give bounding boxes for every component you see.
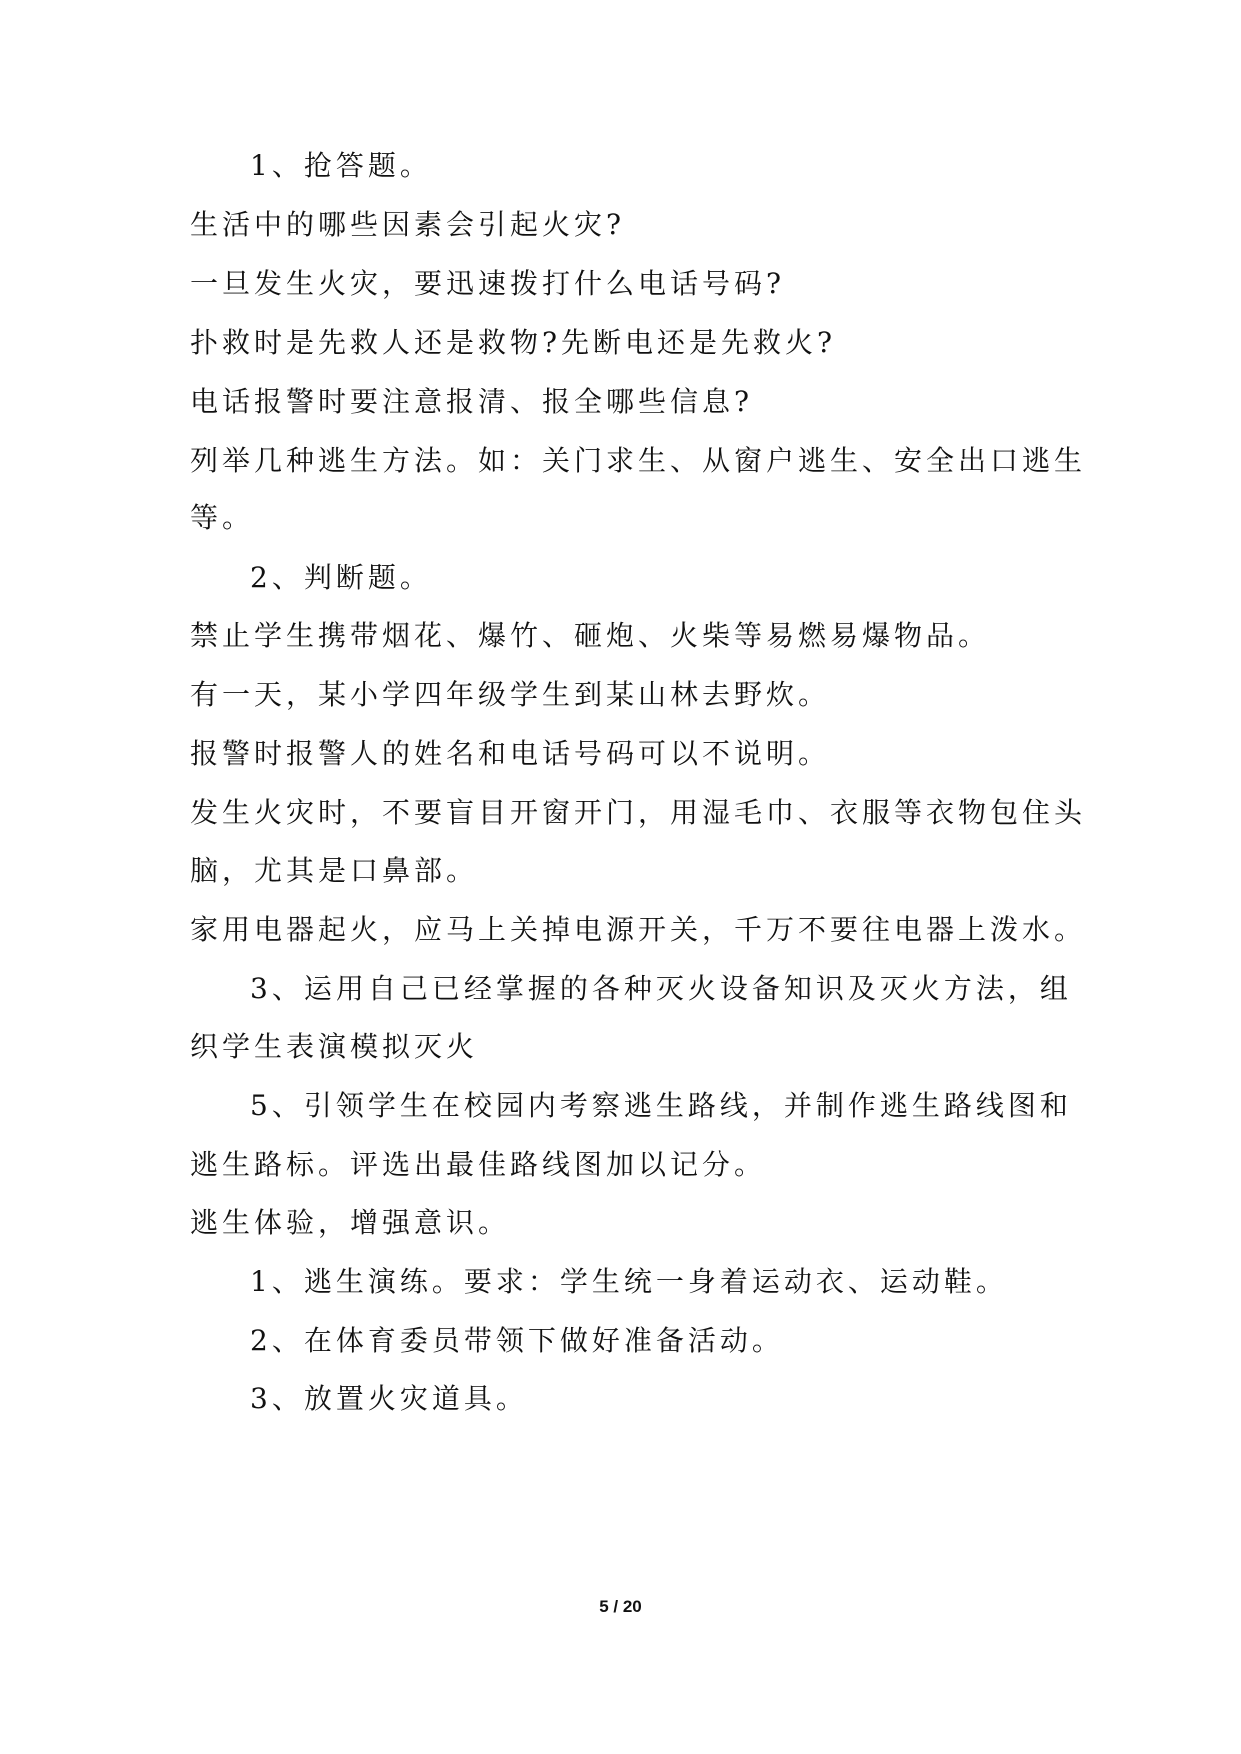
paragraph-line: 逃生路标。评选出最佳路线图加以记分。 — [190, 1148, 767, 1181]
paragraph-line: 3、运用自己已经掌握的各种灭火设备知识及灭火方法，组 — [250, 972, 1072, 1005]
paragraph-line: 3、放置火灾道具。 — [250, 1382, 528, 1415]
judgment-section-heading: 2、判断题。 — [250, 561, 432, 594]
paragraph-line: 报警时报警人的姓名和电话号码可以不说明。 — [190, 737, 831, 770]
paragraph-line: 有一天，某小学四年级学生到某山林去野炊。 — [190, 678, 831, 711]
paragraph-line: 生活中的哪些因素会引起火灾? — [190, 208, 626, 241]
paragraph-line: 逃生体验，增强意识。 — [190, 1206, 511, 1239]
paragraph-line: 1、逃生演练。要求：学生统一身着运动衣、运动鞋。 — [250, 1265, 1008, 1298]
question-section-heading: 1、抢答题。 — [250, 149, 432, 182]
paragraph-line: 2、在体育委员带领下做好准备活动。 — [250, 1324, 784, 1357]
paragraph-line: 一旦发生火灾，要迅速拨打什么电话号码? — [190, 267, 786, 300]
paragraph-line: 脑，尤其是口鼻部。 — [190, 854, 479, 887]
paragraph-line: 家用电器起火，应马上关掉电源开关，千万不要往电器上泼水。 — [190, 913, 1087, 946]
paragraph-line: 织学生表演模拟灭火 — [190, 1030, 479, 1063]
page-number: 5 / 20 — [599, 1597, 642, 1616]
paragraph-line: 禁止学生携带烟花、爆竹、砸炮、火柴等易燃易爆物品。 — [190, 619, 991, 652]
paragraph-line: 等。 — [190, 501, 255, 534]
paragraph-line: 电话报警时要注意报清、报全哪些信息? — [190, 385, 754, 418]
paragraph-line: 列举几种逃生方法。如：关门求生、从窗户逃生、安全出口逃生 — [190, 444, 1087, 477]
paragraph-line: 5、引领学生在校园内考察逃生路线，并制作逃生路线图和 — [250, 1089, 1072, 1122]
paragraph-line: 发生火灾时，不要盲目开窗开门，用湿毛巾、衣服等衣物包住头 — [190, 796, 1087, 829]
paragraph-line: 扑救时是先救人还是救物?先断电还是先救火? — [190, 326, 837, 359]
